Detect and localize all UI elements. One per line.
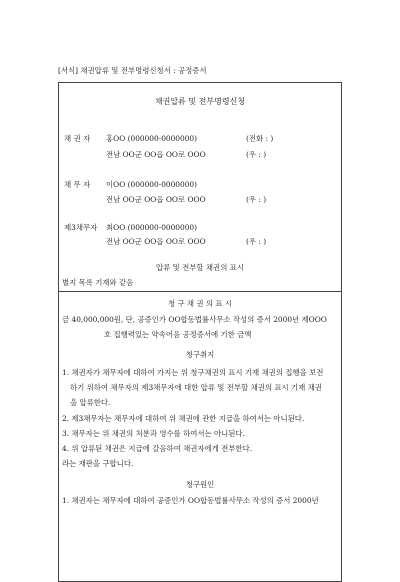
section-cause-title: 청구원인	[185, 480, 215, 489]
request-line-1: 금 40,000,000원, 단, 공증인가 OO합동법률사무소 작성의 증서 2000년 제OOO	[62, 315, 327, 324]
purpose-line: 1. 채권자가 채무자에 대하여 가지는 위 청구채권의 표시 기재 채권의 집행을 보전	[62, 368, 324, 377]
purpose-line: 2. 제3채무자는 채무자에 대하여 위 채권에 관한 지급을 하여서는 아니된다.	[62, 414, 305, 423]
third-party-zip: (우 : )	[246, 237, 267, 246]
debtor-zip: (우 : )	[246, 195, 267, 204]
request-line-2: 호 집행력있는 약속어음 공정증서에 기한 금액	[104, 330, 252, 339]
creditor-zip: (우 : )	[246, 150, 267, 159]
purpose-line: 을 압류한다.	[70, 398, 111, 407]
third-party-name: 최OO (000000-0000000)	[106, 223, 197, 232]
cause-line: 1. 채권자는 채무자에 대하여 공증인가 OO합동법률사무소 작성의 증서 2000년	[62, 496, 319, 505]
creditor-tel: (전화 : )	[246, 134, 274, 143]
divider	[58, 291, 342, 292]
debtor-label: 채 무 자	[64, 180, 91, 189]
purpose-line: 라는 재판을 구합니다.	[62, 459, 134, 468]
purpose-line: 4. 위 압류된 채권은 지급에 갈음하여 채권자에게 전부한다.	[62, 444, 253, 453]
form-header: [서식] 채권압류 및 전부명령신청서 : 공정증서	[58, 66, 207, 75]
third-party-address: 전남 OO군 OO읍 OO로 OOO	[106, 237, 206, 246]
creditor-address: 전남 OO군 OO읍 OO로 OOO	[106, 150, 206, 159]
debtor-address: 전남 OO군 OO읍 OO로 OOO	[106, 195, 206, 204]
creditor-name: 홍OO (000000-0000000)	[106, 134, 197, 143]
page-title: 채권압류 및 전부명령신청	[154, 97, 246, 106]
third-party-label: 제3채무자	[64, 223, 98, 232]
purpose-line: 3. 채무자는 위 채권의 처분과 영수를 하여서는 아니된다.	[62, 429, 245, 438]
purpose-line: 하기 위하여 채무자의 제3채무자에 대한 압류 및 전부할 채권의 표시 기재 채권	[70, 383, 322, 392]
section-request-title: 청 구 채 권 의 표 시	[167, 299, 233, 308]
section-purpose-title: 청구취지	[185, 350, 215, 359]
claim-note: 별지 목록 기재와 같음	[62, 278, 134, 287]
debtor-name: 이OO (000000-0000000)	[106, 180, 197, 189]
creditor-label: 채 권 자	[64, 134, 91, 143]
section-claim-title: 압류 및 전부할 채권의 표시	[156, 263, 244, 272]
